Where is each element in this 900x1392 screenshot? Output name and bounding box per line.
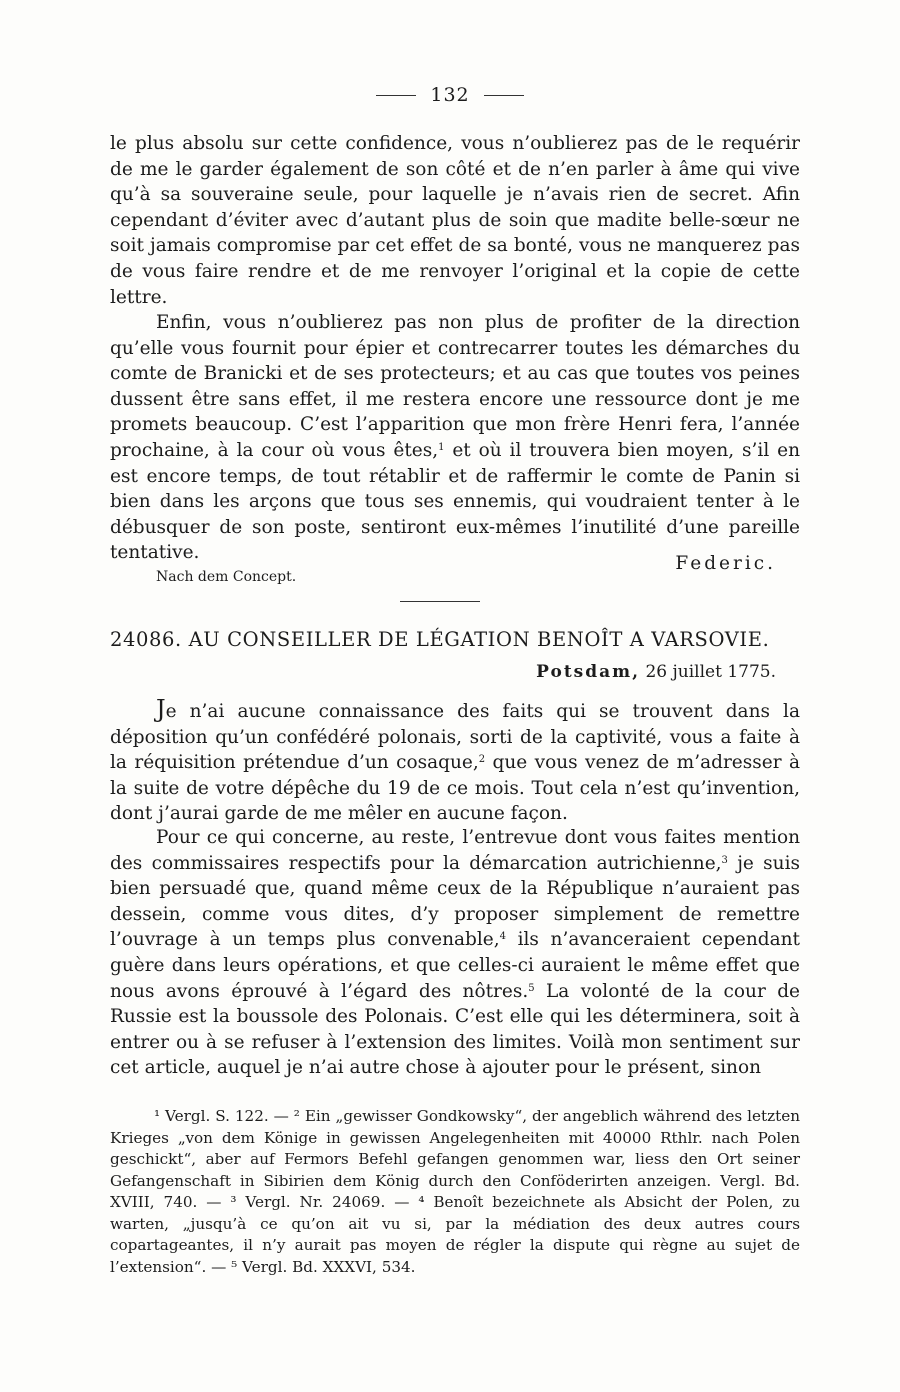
footnote-ref: 5 (528, 982, 535, 994)
paragraph-je (110, 697, 800, 827)
paragraph-enfin (110, 310, 800, 566)
paragraph-text: Pour ce qui concerne, au reste, l’entrevue dont vous faites mention des commissaires respectifs pour la démarcation autrichienne, (110, 827, 800, 874)
paragraph-text: que vous venez de m’adresser à la suite de votre dépêche du 19 de ce mois. Tout cela n’est qu’invention, dont j’aurai garde de me mêler en aucune façon. (110, 752, 800, 825)
page-number: 132 (430, 84, 470, 106)
paragraph-text: ils n’avanceraient cependant guère dans leurs opérations, et que celles-ci auraient le même effet que nous avons éprouvé à l’égard des nôtres. (110, 929, 800, 1002)
footnote-ref: 4 (499, 931, 506, 943)
letter-heading: 24086. AU CONSEILLER DE LÉGATION BENOÎT A VARSOVIE. (110, 628, 770, 651)
page-header (0, 84, 900, 106)
paragraph-text: et où il trouvera bien moyen, s’il en est encore temps, de tout rétablir et de raffermir le comte de Panin si bien dans les arçons que tous ses ennemis, qui voudraient tenter à le débusquer de son poste, sentiront eux-mêmes l’inutilité d’une pareille tentative. (110, 439, 800, 564)
paragraph-pour (110, 825, 800, 1081)
header-rule-right (484, 95, 524, 96)
footnotes: ¹ Vergl. S. 122. — ² Ein „gewisser Gondkowsky“, der angeblich während des letzten Krieges „von dem Könige in gewissen Angelegenheiten mit 40000 Rthlr. nach Polen geschickt“, aber auf Fermors Befehl gefangen genommen war, liess den Ort seiner Gefangenschaft in Sibirien dem König durch den Conföderirten anzeigen. Vergl. Bd. XVIII, 740. — ³ Vergl. Nr. 24069. — ⁴ Benoît bezeichnete als Absicht der Polen, zu warten, „jusqu’à ce qu’on ait vu si, par la médiation des deux autres cours copartageantes, il n’y aurait pas moyen de régler la dispute qui règne au sujet de l’extension“. — ⁵ Vergl. Bd. XXXVI, 534. (110, 1107, 800, 1276)
dateline-date: 26 juillet 1775. (645, 662, 776, 682)
dateline (536, 662, 776, 682)
paragraph-text: e n’ai aucune connaissance des faits qui se trouvent dans la déposition qu’un confédéré polonais, sorti de la captivité, vous a faite à la réquisition prétendue d’un cosaque, (110, 701, 800, 774)
dateline-place: Potsdam, (536, 662, 641, 682)
header-rule-left (376, 95, 416, 96)
footnote-ref: 2 (478, 754, 486, 766)
paragraph-continued: le plus absolu sur cette confidence, vous n’oublierez pas de le requérir de me le garder également de son côté et de n’en parler à âme qui vive qu’à sa souveraine seule, pour laquelle je n’avais rien de secret. Afin cependant d’éviter avec d’autant plus de soin que madite belle-sœur ne soit jamais compromise par cet effet de sa bonté, vous ne manquerez pas de vous faire rendre et de me renvoyer l’original et la copie de cette lettre. (110, 133, 800, 308)
initial-letter: J (156, 695, 166, 723)
paragraph-text: La volonté de la cour de Russie est la boussole des Polonais. C’est elle qui les déterminera, soit à entrer ou à se refuser à l’extension des limites. Voilà mon sentiment sur cet article, auquel je n’ai autre chose à ajouter pour le présent, sinon (110, 980, 800, 1079)
section-divider (400, 601, 480, 602)
source-note: Nach dem Concept. (156, 569, 297, 585)
paragraph-text: Enfin, vous n’oublierez pas non plus de profiter de la direction qu’elle vous fournit pour épier et contrecarrer toutes les démarches du comte de Branicki et de ses protecteurs; et au cas que toutes vos peines dussent être sans effet, il me restera encore une ressource dont je me promets beaucoup. C’est l’apparition que mon frère Henri fera, l’année prochaine, à la cour où vous êtes, (110, 312, 800, 461)
footnote-ref: 3 (721, 854, 728, 866)
footnote-ref: 1 (438, 441, 445, 453)
signature: Federic. (675, 553, 776, 574)
paragraph-text: je suis bien persuadé que, quand même ceux de la République n’auraient pas dessein, comme vous dites, d’y proposer simplement de remettre l’ouvrage à un temps plus convenable, (110, 852, 800, 951)
